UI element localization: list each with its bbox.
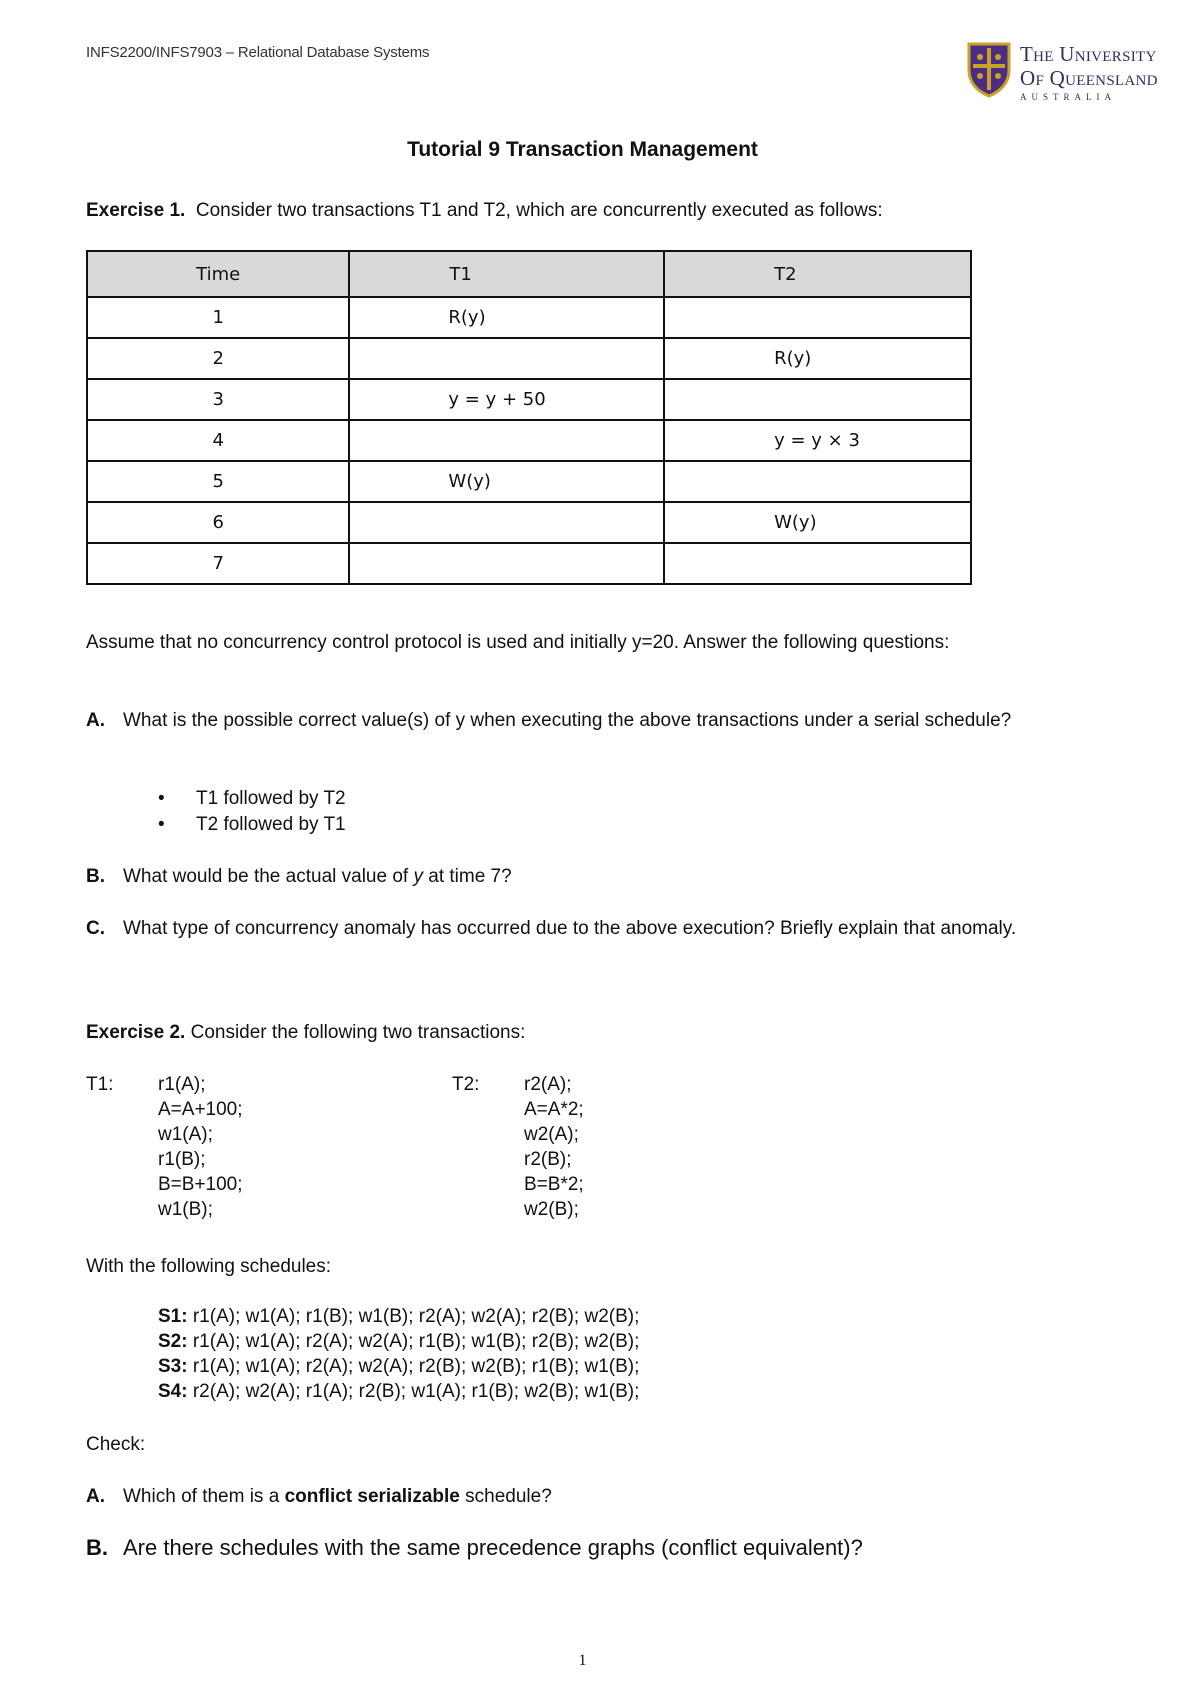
university-wordmark xyxy=(1020,42,1158,102)
ex2-question-a: A. Which of them is a conflict serializable schedule? xyxy=(86,1486,552,1507)
ex1-label: Exercise 1. xyxy=(86,200,186,221)
ex2-intro xyxy=(86,1020,1076,1046)
t2-operations: r2(A); A=A*2; w2(A); r2(B); B=B*2; w2(B); xyxy=(524,1074,584,1220)
variable-y: y xyxy=(413,866,423,887)
bullet-icon: • xyxy=(158,788,165,809)
university-logo xyxy=(966,40,1176,102)
crest-icon xyxy=(966,40,1012,98)
schedule-table xyxy=(86,250,972,585)
schedules-intro: With the following schedules: xyxy=(86,1256,332,1277)
list-item: • T2 followed by T1 xyxy=(158,812,346,838)
header-time: Time xyxy=(87,251,349,297)
ex1-intro-text: Consider two transactions T1 and T2, which are concurrently executed as follows: xyxy=(195,200,883,221)
schedule-s1: S1: r1(A); w1(A); r1(B); w1(B); r2(A); w2(A); r2(B); w2(B); xyxy=(158,1306,640,1327)
page-title: Tutorial 9 Transaction Management xyxy=(407,138,758,161)
ex2-intro-text: Consider the following two transactions: xyxy=(190,1022,526,1043)
table-header-row xyxy=(87,251,971,297)
list-item: • T1 followed by T2 xyxy=(158,786,346,812)
ex1-question-b: B. What would be the actual value of y at time 7? xyxy=(86,864,1076,890)
ex1-qa-text: What is the possible correct value(s) of y when executing the above transactions under a serial schedule? xyxy=(123,710,1012,731)
table-row: 4 y = y × 3 xyxy=(87,420,971,461)
schedule-s4: S4: r2(A); w2(A); r1(A); r2(B); w1(A); r1(B); w2(B); w1(B); xyxy=(158,1381,640,1402)
ex1-intro xyxy=(86,198,1076,224)
bullet-icon: • xyxy=(158,814,165,835)
t1-label: T1: xyxy=(86,1074,114,1095)
university-line1: The University xyxy=(1020,42,1157,66)
ex1-question-a xyxy=(86,708,1076,734)
ex2-label: Exercise 2. xyxy=(86,1022,186,1043)
schedule-s3: S3: r1(A); w1(A); r2(A); w2(A); r2(B); w2(B); r1(B); w1(B); xyxy=(158,1356,640,1377)
ex1-qc-label: C. xyxy=(86,918,105,939)
ex1-qc-text: What type of concurrency anomaly has occurred due to the above execution? Briefly explain that anomaly. xyxy=(123,918,1017,939)
check-label: Check: xyxy=(86,1434,146,1455)
ex1-qb-label: B. xyxy=(86,866,105,887)
university-line3: AUSTRALIA xyxy=(1020,92,1116,102)
t2-label: T2: xyxy=(452,1074,480,1095)
header-t2: T2 xyxy=(664,251,971,297)
table-row: 2 R(y) xyxy=(87,338,971,379)
table-row: 5 W(y) xyxy=(87,461,971,502)
t1-operations: r1(A); A=A+100; w1(A); r1(B); B=B+100; w1(B); xyxy=(158,1074,243,1220)
ex1-assumption: Assume that no concurrency control protocol is used and initially y=20. Answer the following questions: xyxy=(86,632,950,653)
ex1-question-c xyxy=(86,916,1076,942)
university-line2: Of Queensland xyxy=(1020,66,1158,90)
ex2-question-b: B. Are there schedules with the same precedence graphs (conflict equivalent)? xyxy=(86,1535,863,1560)
table-row: 7 xyxy=(87,543,971,584)
table-row: 6 W(y) xyxy=(87,502,971,543)
header-t1: T1 xyxy=(349,251,664,297)
table-row: 3 y = y + 50 xyxy=(87,379,971,420)
page-number: 1 xyxy=(578,1652,587,1669)
ex1-qa-label: A. xyxy=(86,710,105,731)
schedule-s2: S2: r1(A); w1(A); r2(A); w2(A); r1(B); w1(B); r2(B); w2(B); xyxy=(158,1331,640,1352)
course-header: INFS2200/INFS7903 – Relational Database Systems xyxy=(86,44,430,61)
table-row: 1 R(y) xyxy=(87,297,971,338)
